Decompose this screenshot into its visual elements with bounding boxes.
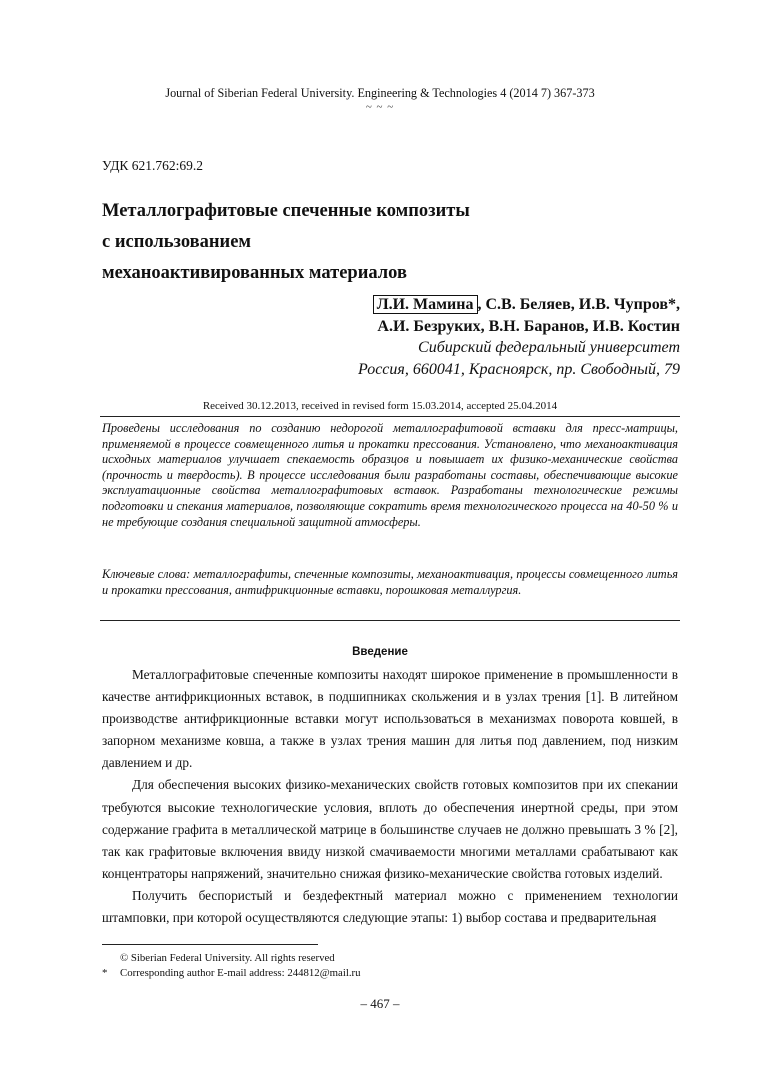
keywords-bottom-rule	[100, 620, 680, 621]
affiliation	[358, 337, 680, 380]
received-dates: Received 30.12.2013, received in revised form 15.03.2014, accepted 25.04.2014	[202, 400, 558, 412]
title-line-1: Металлографитовые спеченные композиты	[102, 201, 470, 221]
copyright-note	[102, 951, 361, 966]
corresponding-text: Corresponding author E-mail address: 244812@mail.ru	[120, 967, 361, 979]
header-ornament: ~ ~ ~	[365, 101, 395, 113]
affiliation-line-2: Россия, 660041, Красноярск, пр. Свободный, 79	[358, 360, 680, 378]
affiliation-line-1: Сибирский федеральный университет	[418, 339, 680, 356]
journal-header: Journal of Siberian Federal University. Engineering & Technologies 4 (2014 7) 367-373	[165, 86, 595, 100]
article-title	[102, 196, 662, 289]
title-line-3: механоактивированных материалов	[102, 263, 407, 283]
paragraph: Металлографитовые спеченные композиты находят широкое применение в промышленности в качестве антифрикционных вставок, в подшипниках скольжения и в узлах трения [1]. В литейном производстве антифрикционные вставки могут использоваться в механизмах поворота ковшей, в запорном механизме ковша, а также в узлах трения машин для литья под давлением, под низким давлением и др.	[102, 667, 678, 771]
section-heading: Введение	[352, 646, 408, 658]
paragraph: Для обеспечения высоких физико-механических свойств готовых композитов при их спекании требуются высокие технологические условия, вплоть до обеспечения инертной среды, при этом содержание графита в металлической матрице в большинстве случаев не должно превышать 3 % [2], так как графитовые включения ввиду низкой смачиваемости многими металлами срабатывают как концентраторы напряжений, значительно снижая физико-механические свойства готовых изделий.	[102, 777, 678, 881]
keywords: Ключевые слова: металлографиты, спеченные композиты, механоактивация, процессы совмещенного литья и прокатки прессования, антифрикционные вставки, порошковая металлургия.	[102, 567, 678, 597]
authors-line-1-rest: , С.В. Беляев, И.В. Чупров*,	[477, 296, 680, 313]
abstract: Проведены исследования по созданию недорогой металлографитовой вставки для пресс-матрицы, применяемой в процессе совмещенного литья и прокатки прессования. Установлено, что механоактивация исходных материалов улучшает спекаемость образцов и повышает их физико-механические свойства (прочность и твердость). В процессе исследования были разработаны составы, обеспечивающие высокие эксплуатационные свойства металлографитовых вставок. Разработаны технологические режимы подготовки и спекания материалов, позволяющие сократить время технологического процесса на 40-50 % и не требующие создания специальной защитной атмосферы.	[102, 421, 678, 529]
authors-line-2: А.И. Безруких, В.Н. Баранов, И.В. Костин	[377, 318, 680, 335]
footnote-asterisk: *	[102, 967, 108, 979]
copyright-text: © Siberian Federal University. All rights reserved	[120, 952, 335, 964]
authors-line-1	[373, 294, 680, 316]
footnotes	[102, 951, 361, 981]
page-number: – 467 –	[360, 996, 400, 1011]
udk-code: УДК 621.762:69.2	[102, 158, 204, 173]
paragraph: Получить беспористый и бездефектный материал можно с применением технологии штамповки, при которой осуществляются следующие этапы: 1) выбор состава и предварительная	[102, 887, 678, 926]
boxed-author: Л.И. Мамина	[373, 295, 478, 314]
abstract-top-rule	[100, 416, 680, 417]
corresponding-note	[102, 966, 361, 981]
body-text	[102, 664, 678, 929]
title-line-2: с использованием	[102, 232, 252, 252]
author-list	[373, 294, 680, 338]
footnote-rule	[102, 944, 318, 945]
